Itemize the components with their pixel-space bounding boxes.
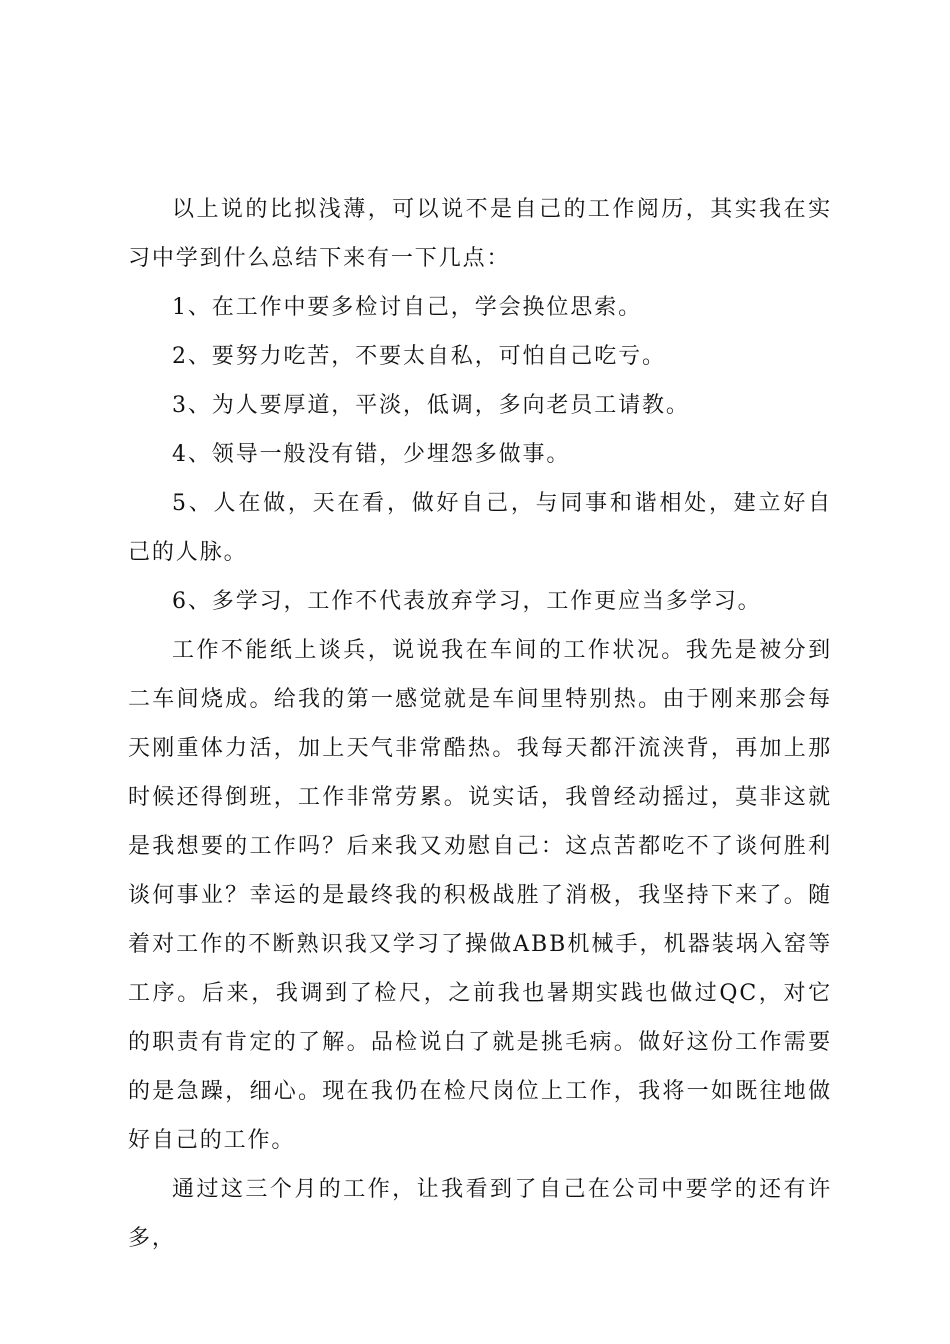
list-item-4: 4、领导一般没有错，少埋怨多做事。 [172, 442, 571, 467]
list-item-3: 3、为人要厚道，平淡，低调，多向老员工请教。 [172, 393, 690, 418]
list-item-6: 6、多学习，工作不代表放弃学习，工作更应当多学习。 [172, 589, 762, 614]
paragraph-three-months: 通过这三个月的工作，让我看到了自己在公司中要学的还有许多， [128, 1177, 832, 1251]
paragraph-workshop-experience: 工作不能纸上谈兵，说说我在车间的工作状况。我先是被分到二车间烧成。给我的第一感觉就是车间里特别热。由于刚来那会每天刚重体力活，加上天气非常酷热。我每天都汗流浃背，再加上那时候还得倒班，工作非常劳累。说实话，我曾经动摇过，莫非这就是我想要的工作吗？后来我又劝慰自己：这点苦都吃不了谈何胜利谈何事业？幸运的是最终我的积极战胜了消极，我坚持下来了。随着对工作的不断熟识我又学习了操做ABB机械手，机器装埚入窑等工序。后来，我调到了检尺，之前我也暑期实践也做过QC，对它的职责有肯定的了解。品检说白了就是挑毛病。做好这份工作需要的是急躁，细心。现在我仍在检尺岗位上工作，我将一如既往地做好自己的工作。 [128, 638, 832, 1153]
document-body [128, 185, 832, 1263]
list-item-5: 5、人在做，天在看，做好自己，与同事和谐相处，建立好自己的人脉。 [128, 491, 832, 565]
list-item-1: 1、在工作中要多检讨自己，学会换位思索。 [172, 295, 642, 320]
paragraph-learning-summary: 以上说的比拟浅薄，可以说不是自己的工作阅历，其实我在实习中学到什么总结下来有一下几点： [128, 197, 832, 271]
list-item-2: 2、要努力吃苦，不要太自私，可怕自己吃亏。 [172, 344, 666, 369]
